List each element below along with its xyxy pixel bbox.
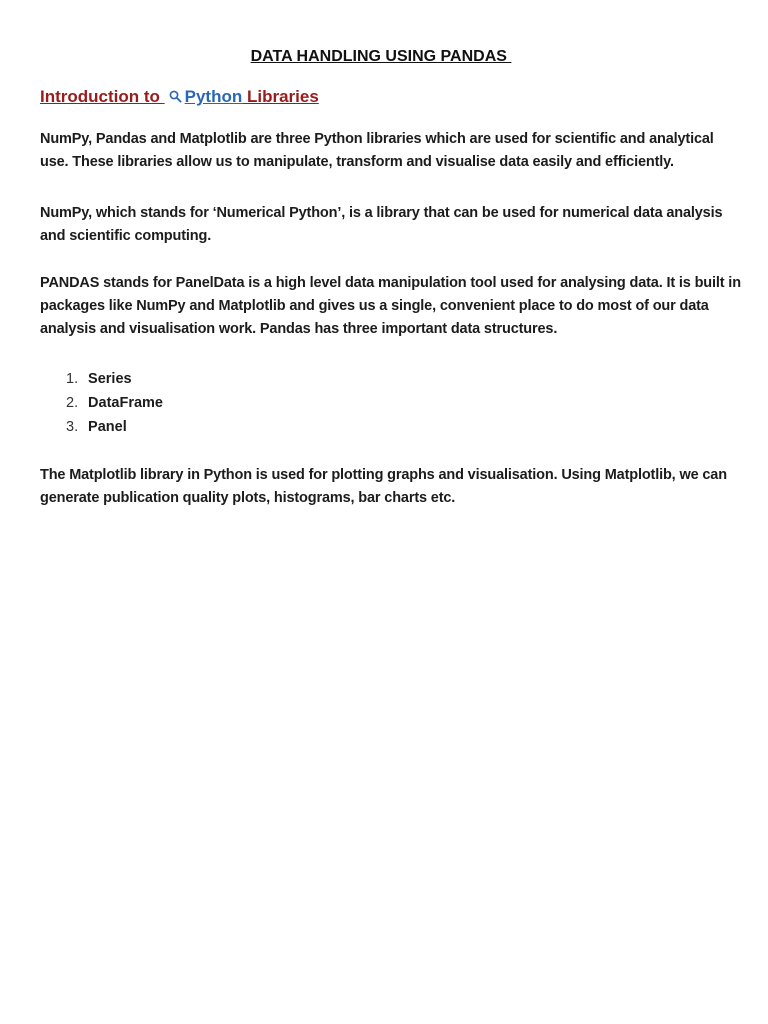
heading-text-intro: Introduction to: [40, 87, 165, 106]
list-item-number: 1.: [66, 371, 79, 387]
document-title: DATA HANDLING USING PANDAS: [250, 48, 512, 65]
list-item: [66, 391, 163, 415]
list-item-text: Series: [88, 371, 132, 387]
list-item: [66, 367, 163, 391]
heading-link-python[interactable]: Python: [184, 87, 243, 106]
list-item: [66, 415, 163, 439]
heading-text-libraries: Libraries: [242, 87, 319, 106]
paragraph-matplotlib: The Matplotlib library in Python is used for plotting graphs and visualisation. Using Matplotlib, we can generate publication quality plots, histograms, bar charts etc.: [40, 467, 727, 506]
list-item-number: 2.: [66, 395, 79, 411]
search-icon: [169, 88, 182, 108]
list-item-text: Panel: [88, 419, 127, 435]
paragraph-numpy: NumPy, which stands for ‘Numerical Python’, is a library that can be used for numerical data analysis and scientific computing.: [40, 205, 723, 244]
list-item-number: 3.: [66, 419, 79, 435]
data-structures-list: [66, 367, 163, 439]
list-item-text: DataFrame: [88, 395, 163, 411]
section-heading: [40, 87, 319, 108]
paragraph-pandas: PANDAS stands for PanelData is a high level data manipulation tool used for analysing data. It is built in packages like NumPy and Matplotlib and gives us a single, convenient place to do most of our data analysis and visualisation work. Pandas has three important data structures.: [40, 275, 741, 337]
paragraph-libraries-intro: NumPy, Pandas and Matplotlib are three Python libraries which are used for scientific and analytical use. These libraries allow us to manipulate, transform and visualise data easily and efficiently.: [40, 131, 714, 170]
